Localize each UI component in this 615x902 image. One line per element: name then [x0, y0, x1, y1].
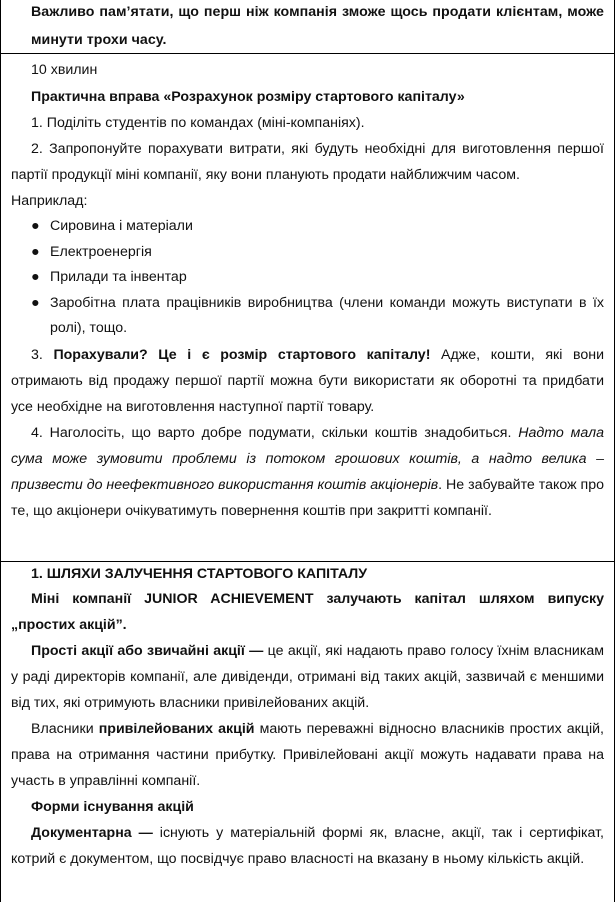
- documentary-paragraph: Документарна — існують у матеріальній формі як, власне, акції, так і сертифікат, котрий є документом, що посвідчує право власності на вказану в ньому кількість акцій.: [11, 825, 604, 867]
- exercise-step-2: 2. Запропонуйте порахувати витрати, які будуть необхідні для виготовлення першої партії продукції міні компанії, яку вони планують продати найближчим часом.: [11, 141, 604, 183]
- bullet-icon: ●: [31, 218, 40, 234]
- section-box: [0, 562, 615, 902]
- exercise-box: [0, 54, 615, 562]
- example-list: [11, 214, 604, 342]
- list-item: ● Сировина і матеріали: [11, 214, 604, 240]
- list-item: ● Електроенергія: [11, 240, 604, 266]
- note-text: Важливо пам’ятати, що перш ніж компанія зможе щось продати клієнтам, може минути трохи часу.: [31, 4, 604, 48]
- exercise-step-1: 1. Поділіть студентів по командах (міні-компаніях).: [31, 115, 365, 131]
- exercise-title: Практична вправа «Розрахунок розміру стартового капіталу»: [31, 89, 465, 105]
- section-intro: Міні компанії JUNIOR ACHIEVEMENT залучають капітал шляхом випуску „простих акцій”.: [11, 591, 604, 633]
- example-label: Наприклад:: [11, 193, 88, 209]
- bullet-icon: ●: [31, 269, 40, 285]
- list-item: ● Заробітна плата працівників виробництва (члени команди можуть виступати в їх ролі), тощо.: [11, 291, 604, 342]
- list-item: ● Прилади та інвентар: [11, 265, 604, 291]
- section-heading: 1. ШЛЯХИ ЗАЛУЧЕННЯ СТАРТОВОГО КАПІТАЛУ: [31, 566, 368, 582]
- note-box: [0, 0, 615, 54]
- exercise-duration: 10 хвилин: [31, 62, 98, 78]
- exercise-step-3: 3. Порахували? Це і є розмір стартового капіталу! Адже, кошти, які вони отримають від продажу першої партії можна бути використати як оборотні та придбати усе необхідне на виготовлення наступної партії товару.: [11, 346, 604, 415]
- simple-shares-paragraph: Прості акції або звичайні акції — це акції, які надають право голосу їхнім власникам у раді директорів компанії, але дивіденди, отримані від таких акцій, зазвичай є меншими від тих, які отримують власники привілейованих акцій.: [11, 643, 605, 711]
- preferred-shares-paragraph: Власники привілейованих акцій мають переважні відносно власників простих акцій, права на отримання частини прибутку. Привілейовані акції можуть надавати права на участь в управлінні компанії.: [11, 721, 605, 789]
- bullet-icon: ●: [31, 243, 40, 260]
- bullet-icon: ●: [31, 294, 40, 311]
- forms-heading: Форми існування акцій: [31, 799, 194, 815]
- exercise-step-4: 4. Наголосіть, що варто добре подумати, скільки коштів знадобиться. Надто мала сума може зумовити проблеми із потоком грошових коштів, а надто велика – призвести до неефективного використання коштів акціонерів. Не забувайте також про те, що акціонери очікуватимуть повернення коштів при закритті компанії.: [11, 424, 605, 519]
